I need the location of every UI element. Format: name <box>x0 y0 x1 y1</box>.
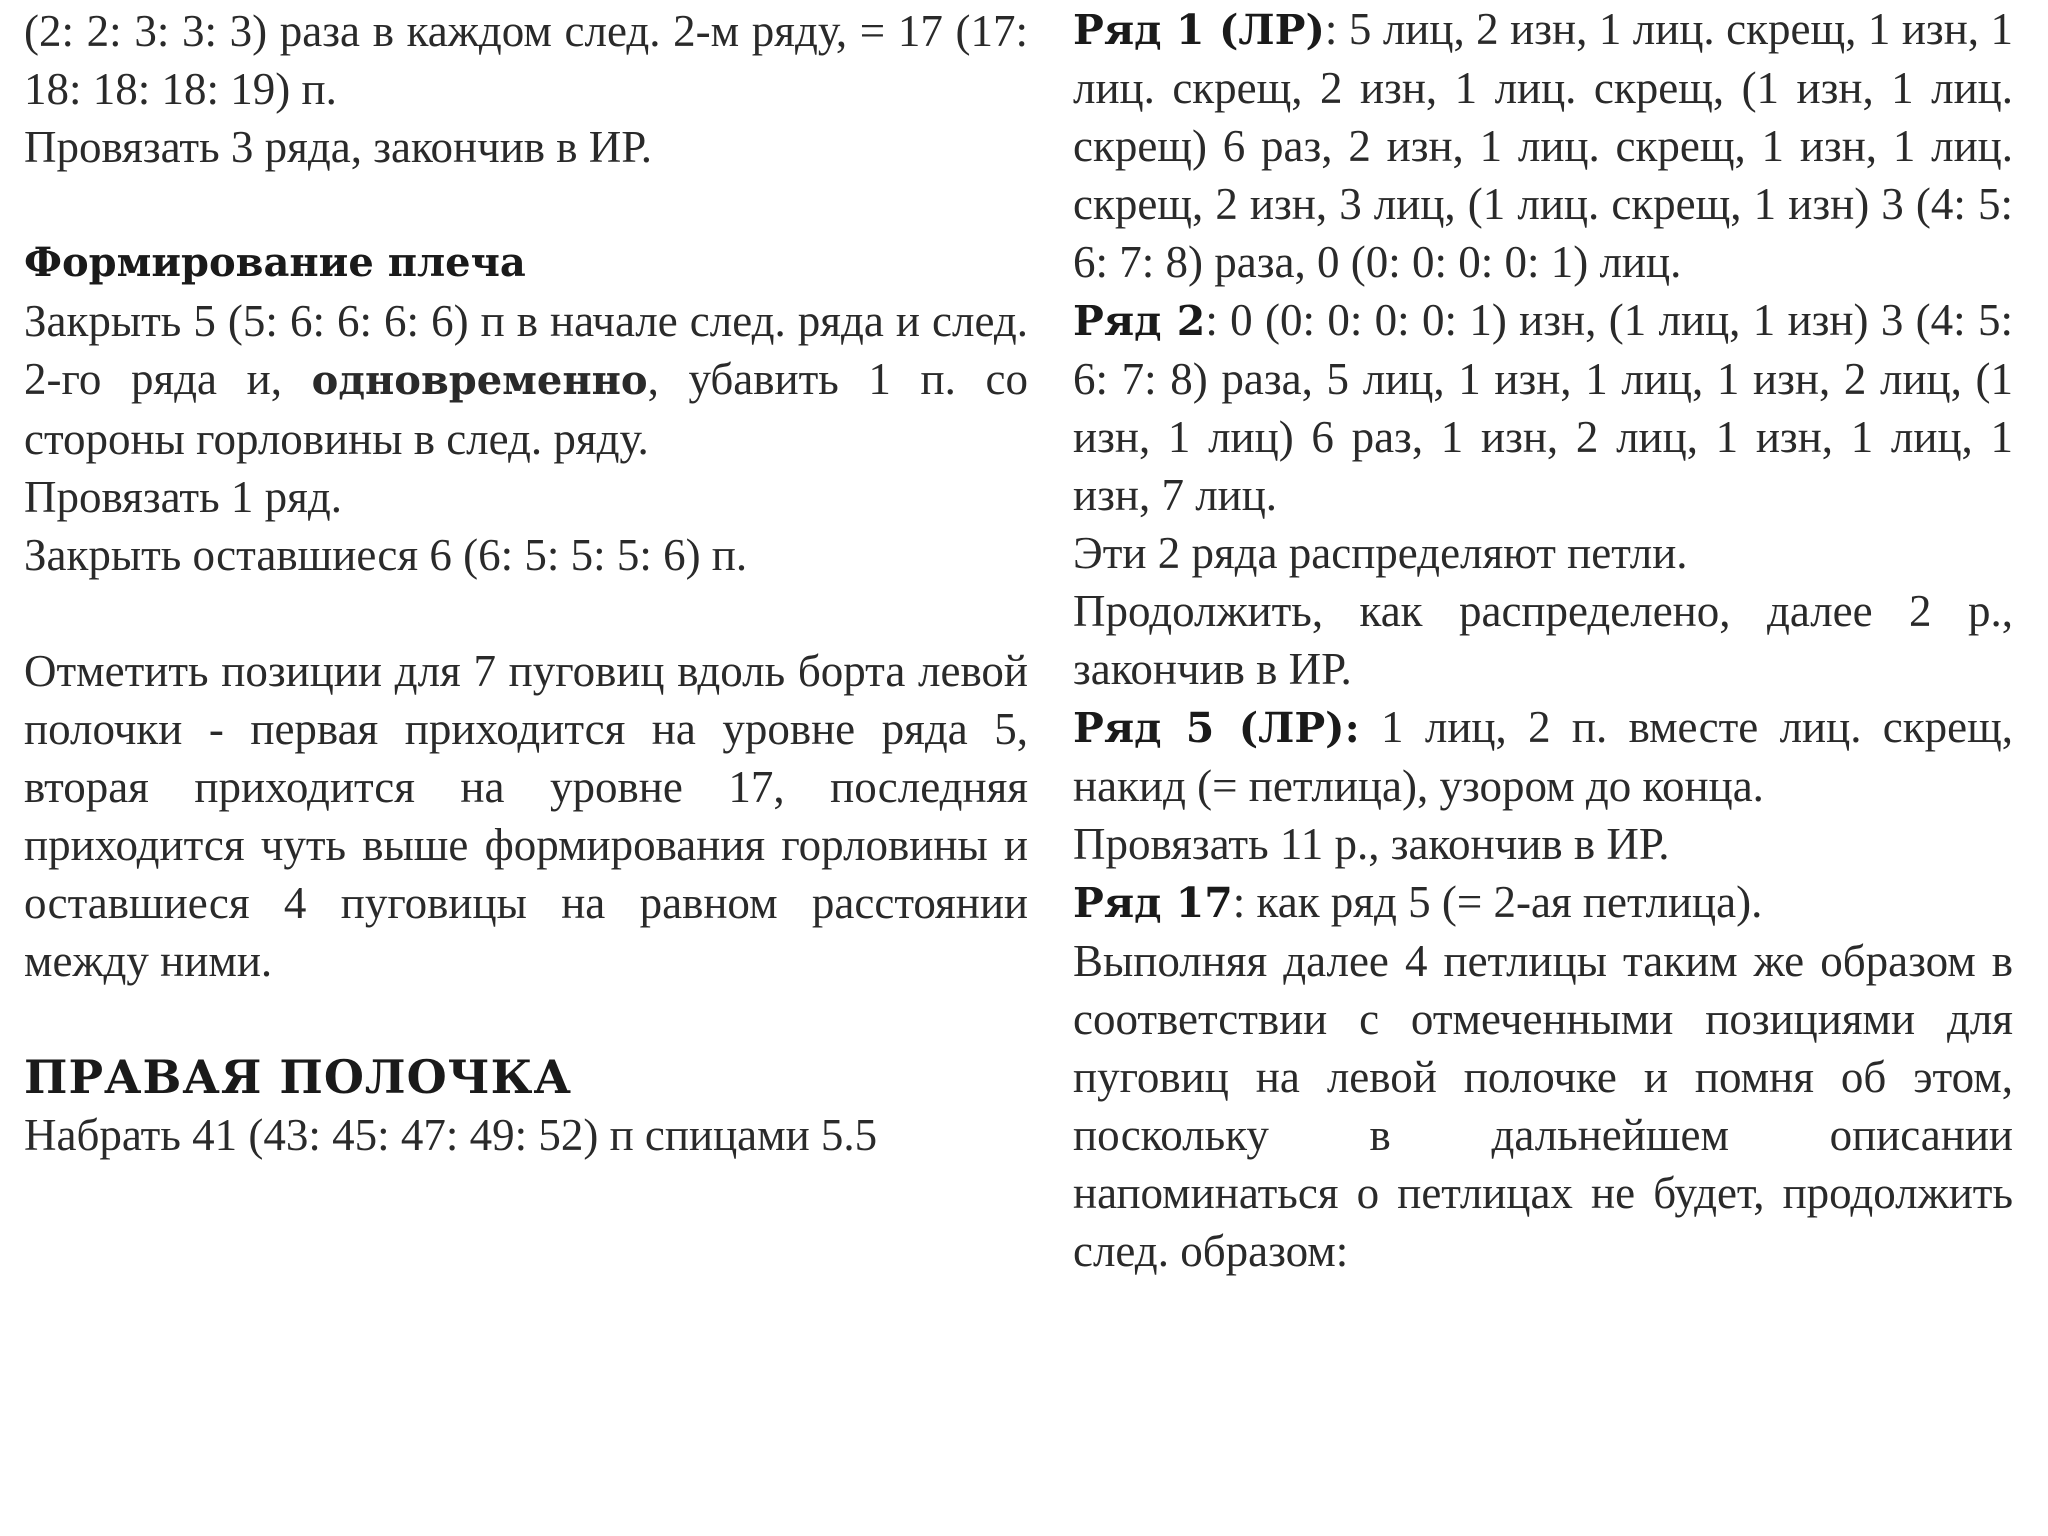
left-column <box>24 0 1028 1164</box>
decrease-paragraph: (2: 2: 3: 3: 3) раза в каждом след. 2-м ряду, = 17 (17: 18: 18: 18: 19) п. <box>24 6 1028 114</box>
row-2-label: Ряд 2 <box>1073 297 1206 345</box>
right-front-heading: ПРАВАЯ ПОЛОЧКА <box>24 1050 572 1104</box>
buttons-paragraph: Отметить позиции для 7 пуговиц вдоль борта левой полочки - первая приходится на уровне ряда 5, вторая приходится на уровне 17, последняя приходится чуть выше формирования горловины и оставшиеся 4 пуговицы на равном расстоянии между ними. <box>24 646 1028 986</box>
continue-paragraph: Продолжить, как распределено, далее 2 р., закончив в ИР. <box>1073 586 2013 694</box>
knit-3-rows-paragraph: Провязать 3 ряда, закончив в ИР. <box>24 122 652 172</box>
shoulder-heading: Формирование плеча <box>24 239 526 286</box>
row-2-paragraph: Ряд 2: 0 (0: 0: 0: 0: 1) изн, (1 лиц, 1 изн) 3 (4: 5: 6: 7: 8) раза, 5 лиц, 1 изн, 1 лиц, 1 изн, 2 лиц, (1 изн, 1 лиц) 6 раз, 1 изн, 2 лиц, 1 изн, 1 лиц, 1 изн, 7 лиц. <box>1073 295 2013 520</box>
row-5-label: Ряд 5 (ЛР): <box>1073 704 1360 752</box>
row-17-paragraph: Ряд 17: как ряд 5 (= 2-ая петлица). <box>1073 877 1763 927</box>
shoulder-paragraph: Закрыть 5 (5: 6: 6: 6: 6) п в начале след. ряда и след. 2-го ряда и, одновременно, убавить 1 п. со стороны горловины в след. ряду. <box>24 296 1028 464</box>
row-1-label: Ряд 1 (ЛР) <box>1073 6 1325 54</box>
row-17-label: Ряд 17 <box>1073 879 1233 927</box>
rows-distribute-paragraph: Эти 2 ряда распределяют петли. <box>1073 528 1688 578</box>
simultaneously-emphasis: одновременно <box>311 357 648 404</box>
buttonholes-paragraph: Выполняя далее 4 петлицы таким же образом в соответствии с отмеченными позициями для пуговиц на левой полочке и помня об этом, поскольку в дальнейшем описании напоминаться о петлицах не будет, продолжить след. образом: <box>1073 936 2013 1276</box>
row-5-paragraph: Ряд 5 (ЛР): 1 лиц, 2 п. вместе лиц. скрещ, накид (= петлица), узором до конца. <box>1073 702 2013 811</box>
cast-on-paragraph: Набрать 41 (43: 45: 47: 49: 52) п спицами 5.5 <box>24 1110 878 1160</box>
row-1-paragraph: Ряд 1 (ЛР): 5 лиц, 2 изн, 1 лиц. скрещ, 1 изн, 1 лиц. скрещ, 2 изн, 1 лиц. скрещ, (1 изн, 1 лиц. скрещ) 6 раз, 2 изн, 1 лиц. скрещ, 1 изн, 1 лиц. скрещ, 2 изн, 3 лиц, (1 лиц. скрещ, 1 изн) 3 (4: 5: 6: 7: 8) раза, 0 (0: 0: 0: 0: 1) лиц. <box>1073 4 2013 287</box>
knit-1-row-paragraph: Провязать 1 ряд. <box>24 472 342 522</box>
knit-11-rows-paragraph: Провязать 11 р., закончив в ИР. <box>1073 819 1670 869</box>
right-column <box>1073 0 2013 1280</box>
bind-off-paragraph: Закрыть оставшиеся 6 (6: 5: 5: 5: 6) п. <box>24 530 748 580</box>
